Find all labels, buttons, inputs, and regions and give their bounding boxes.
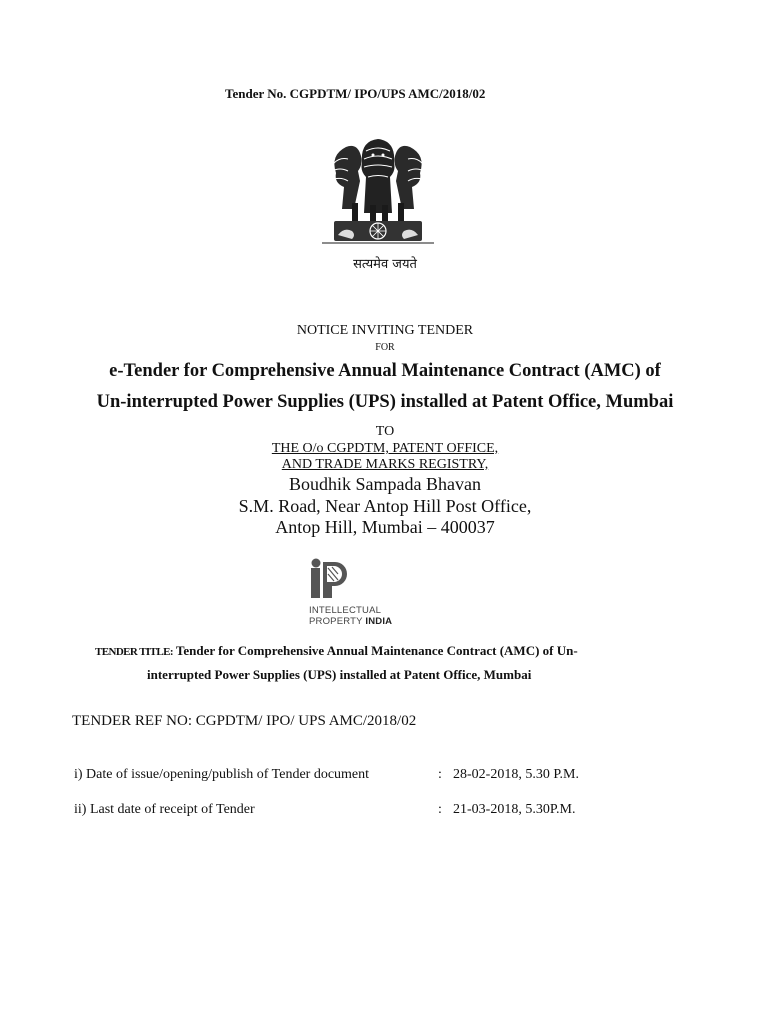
to-label: TO bbox=[375, 424, 395, 439]
tender-title-text: Tender for Comprehensive Annual Maintenance Contract (AMC) of Un- bbox=[172, 643, 578, 658]
ip-logo-india: INDIA bbox=[365, 616, 393, 627]
tender-title-line-1 bbox=[95, 643, 578, 659]
date-row-1-label: i) Date of issue/opening/publish of Tender document bbox=[74, 767, 370, 782]
office-line-1: THE O/o CGPDTM, PATENT OFFICE, bbox=[271, 441, 499, 456]
main-title-line-2: Un-interrupted Power Supplies (UPS) installed at Patent Office, Mumbai bbox=[96, 392, 674, 412]
ip-logo-line-1: INTELLECTUAL bbox=[309, 605, 382, 616]
ip-logo-property: PROPERTY bbox=[309, 616, 366, 627]
office-line-2: AND TRADE MARKS REGISTRY, bbox=[281, 457, 489, 472]
address-line-3: Antop Hill, Mumbai – 400037 bbox=[275, 517, 495, 537]
address-line-2: S.M. Road, Near Antop Hill Post Office, bbox=[238, 496, 532, 516]
date-row-2-value: 21-03-2018, 5.30P.M. bbox=[453, 802, 576, 817]
ip-india-logo bbox=[309, 558, 392, 627]
date-row-2-label: ii) Last date of receipt of Tender bbox=[74, 802, 255, 817]
for-label: FOR bbox=[375, 342, 395, 353]
tender-title-line-2: interrupted Power Supplies (UPS) installed at Patent Office, Mumbai bbox=[147, 667, 532, 682]
tender-number: Tender No. CGPDTM/ IPO/UPS AMC/2018/02 bbox=[225, 86, 486, 101]
national-emblem-icon bbox=[322, 133, 434, 253]
date-row-1-value: 28-02-2018, 5.30 P.M. bbox=[453, 767, 580, 782]
notice-heading: NOTICE INVITING TENDER bbox=[296, 323, 474, 338]
tender-title-label: TENDER TITLE: bbox=[95, 646, 173, 658]
emblem-motto: सत्यमेव जयते bbox=[353, 257, 417, 272]
date-row-1-sep: : bbox=[438, 767, 442, 782]
tender-ref-number: TENDER REF NO: CGPDTM/ IPO/ UPS AMC/2018/02 bbox=[72, 713, 417, 729]
ip-logo-line-2 bbox=[309, 616, 392, 627]
ip-india-logo-icon bbox=[309, 558, 353, 600]
main-title-line-1: e-Tender for Comprehensive Annual Maintenance Contract (AMC) of bbox=[109, 361, 661, 381]
date-row-2-sep: : bbox=[438, 802, 442, 817]
address-line-1: Boudhik Sampada Bhavan bbox=[289, 474, 481, 494]
